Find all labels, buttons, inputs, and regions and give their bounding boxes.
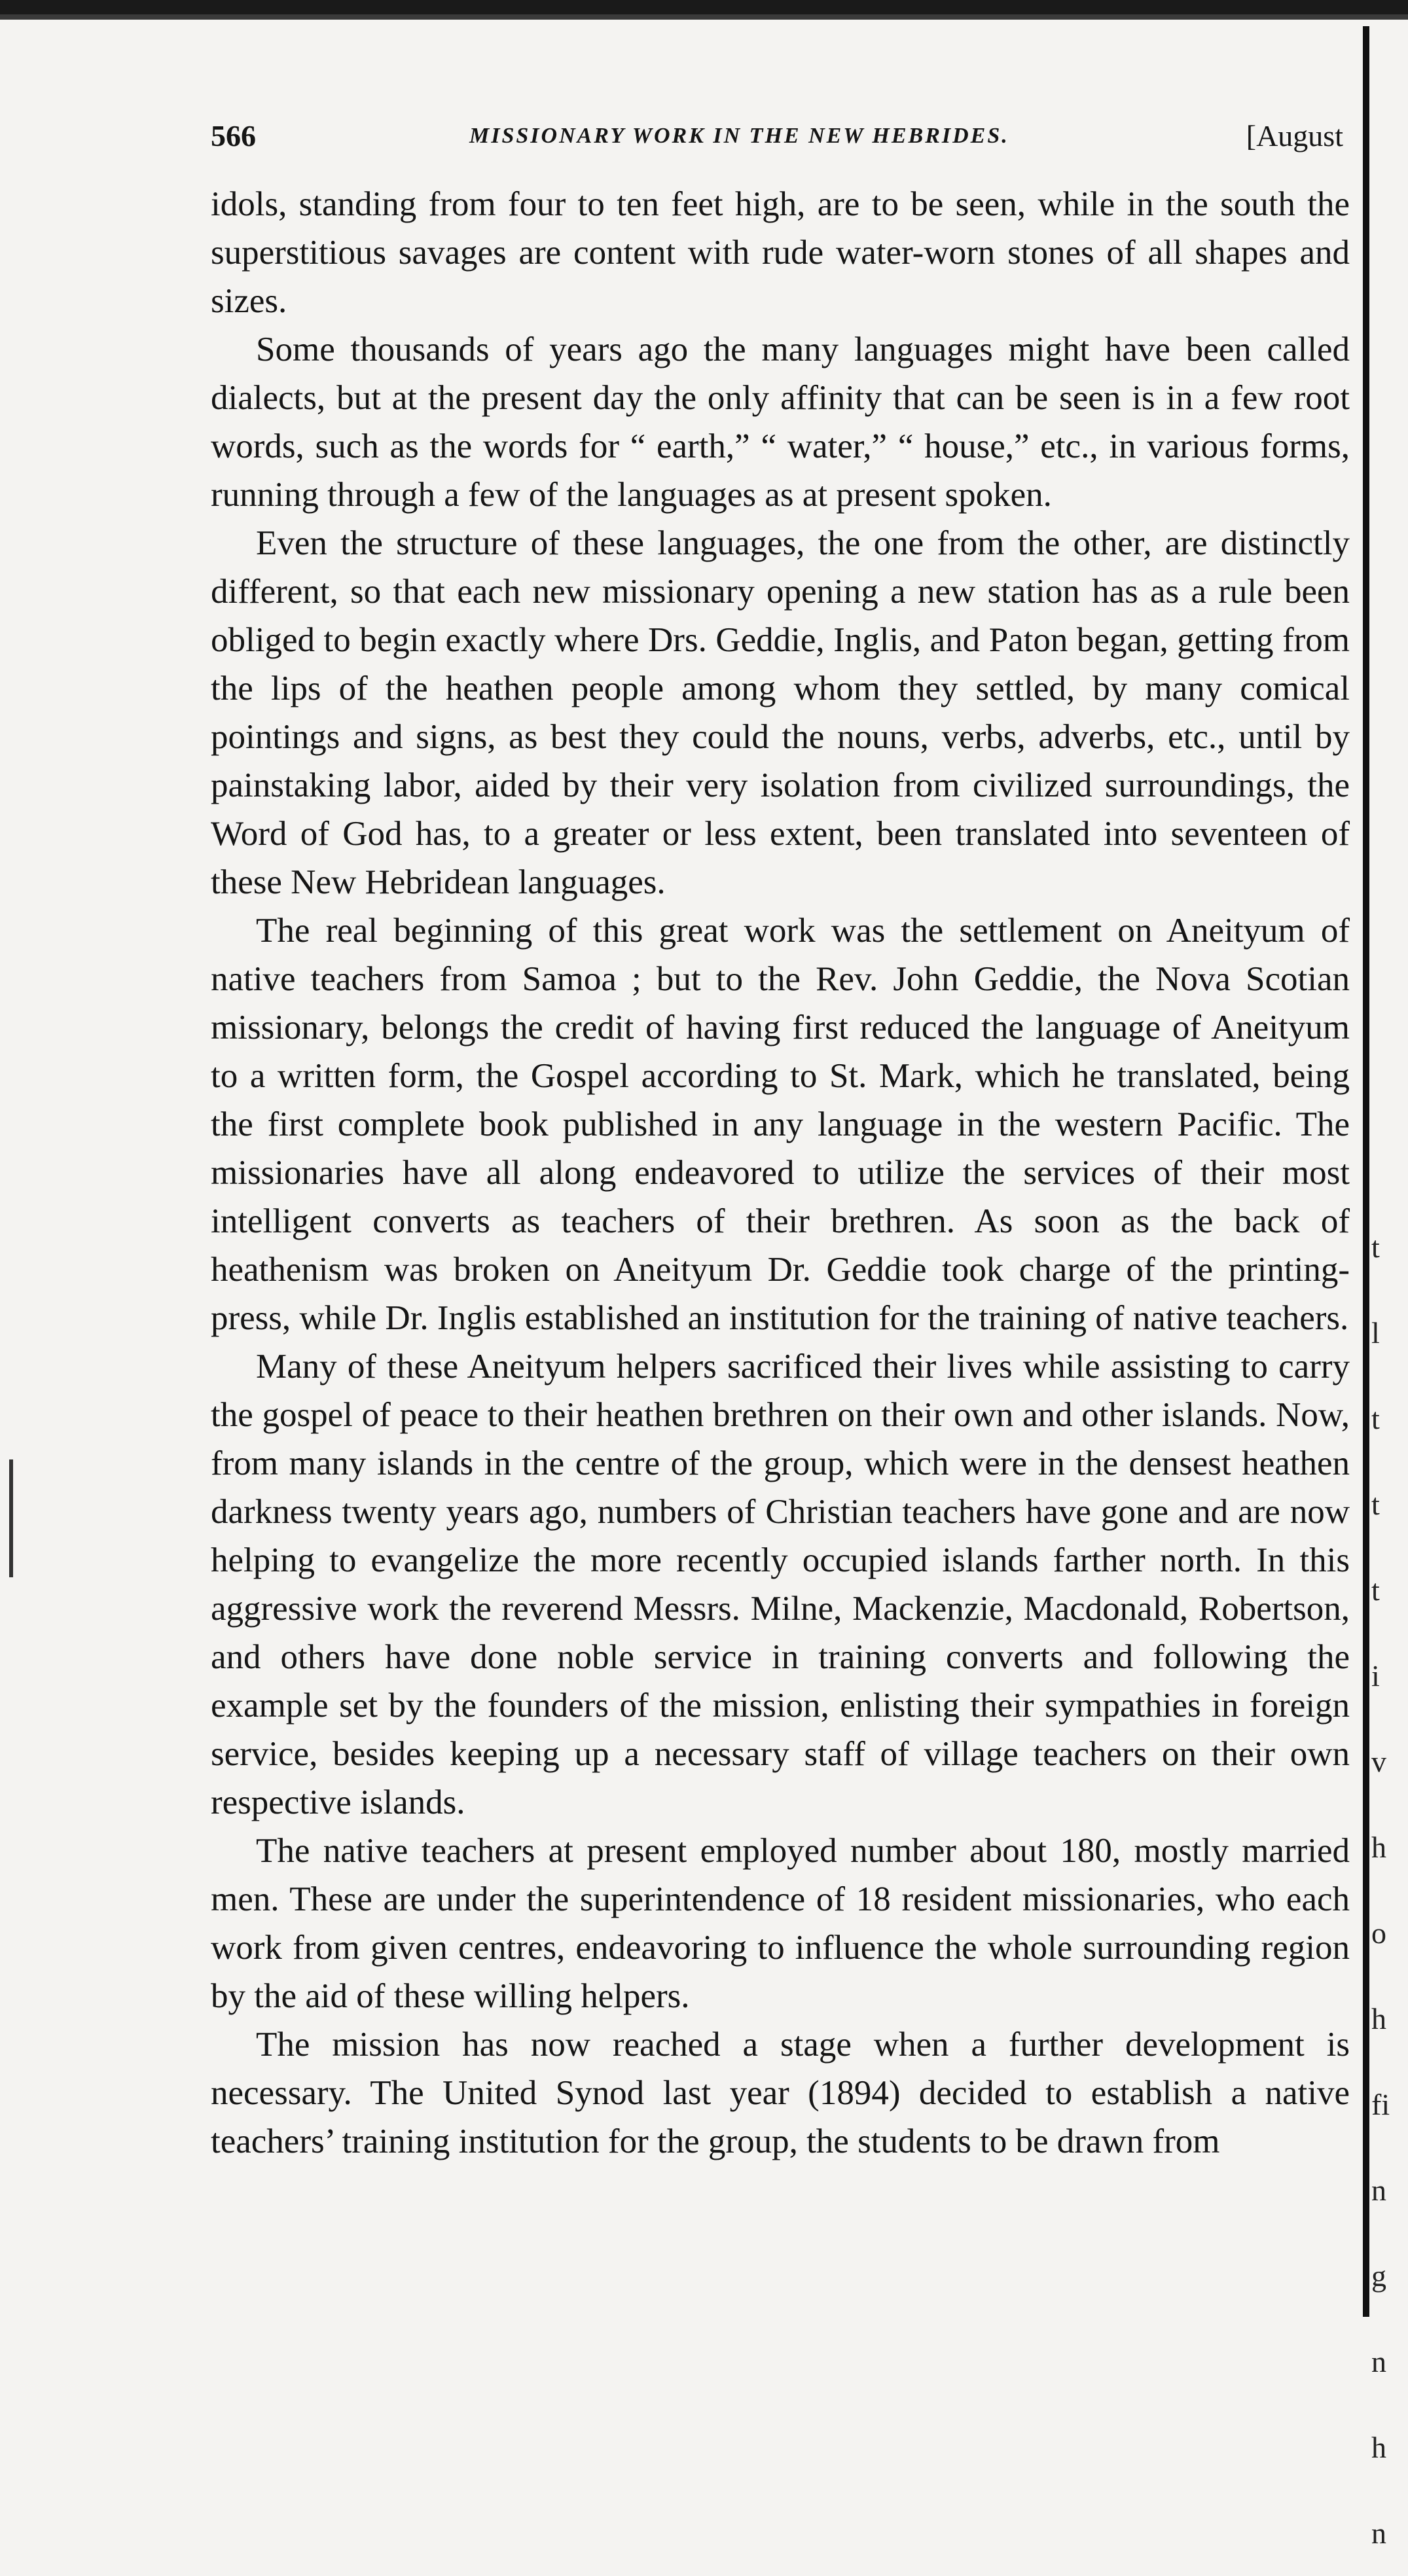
paragraph-4: The real beginning of this great work was the settlement on Aneityum of native teachers from Samoa ; but to the Rev. John Geddie, the Nova Scotian missionary, belongs the credit of having first reduced the language of Aneityum to a written form, the Gospel according to St. Mark, which he translated, being the first complete book published in any language in the western Pacific. The missionaries have all along endeavored to utilize the services of their most intelligent converts as teachers of their brethren. As soon as the back of heathenism was broken on Aneityum Dr. Geddie took charge of the printing-press, while Dr. Inglis established an institution for the training of native teachers. — [211, 912, 1350, 1337]
paragraph-3: Even the structure of these languages, the one from the other, are distinctly different, so that each new missionary opening a new station has as a rule been obliged to begin exactly where Drs. Geddie, Inglis, and Paton began, getting from the lips of the heathen people among whom they settled, by many comical pointings and signs, as best they could the nouns, verbs, adverbs, etc., until by painstaking labor, aided by their very isolation from civilized surroundings, the Word of God has, to a greater or less extent, been translated into seventeen of these New Hebridean languages. — [211, 524, 1350, 901]
margin-fragment: n — [1371, 2174, 1386, 2207]
margin-fragment: n — [1371, 2516, 1386, 2550]
margin-fragment: g — [1371, 2259, 1386, 2293]
margin-fragment: t — [1371, 1230, 1380, 1264]
margin-fragment: h — [1371, 1831, 1386, 1864]
margin-fragment: h — [1371, 2002, 1386, 2035]
paragraph-7: The mission has now reached a stage when a further development is necessary. The United Synod last year (1894) decided to establish a native teachers’ training institution for the group, the students to be drawn from — [211, 2026, 1350, 2160]
margin-fragment: o — [1371, 1916, 1386, 1950]
paragraph-1: idols, standing from four to ten feet high, are to be seen, while in the south the superstitious savages are content with rude water-worn stones of all shapes and sizes. — [211, 185, 1350, 320]
margin-fragment: t — [1371, 1402, 1380, 1435]
page-header — [211, 115, 1350, 160]
page-number: 566 — [211, 119, 256, 152]
margin-fragment: fi — [1371, 2088, 1390, 2121]
margin-fragment: h — [1371, 2431, 1386, 2464]
margin-fragment: t — [1371, 1488, 1380, 1521]
scan-top-edge — [0, 0, 1408, 26]
margin-fragment: t — [1371, 1573, 1380, 1607]
body-text — [211, 180, 1350, 2166]
facing-page-margin — [1371, 1204, 1404, 2576]
running-title: MISSIONARY WORK IN THE NEW HEBRIDES. — [469, 124, 1009, 148]
scan-left-mark — [9, 1459, 13, 1577]
paragraph-5: Many of these Aneityum helpers sacrificed their lives while assisting to carry the gospel of peace to their heathen brethren on their own and other islands. Now, from many islands in the centre of the group, which were in the densest heathen darkness twenty years ago, numbers of Christian teachers have gone and are now helping to evangelize the more recently occupied islands farther north. In this aggressive work the reverend Messrs. Milne, Mackenzie, Macdonald, Robertson, and others have done noble service in training converts and following the example set by the founders of the mission, enlisting their sympathies in foreign service, besides keeping up a necessary staff of village teachers on their own respective islands. — [211, 1348, 1350, 1821]
margin-fragment: v — [1371, 1745, 1386, 1778]
header-month: [August — [1246, 119, 1343, 152]
paragraph-6: The native teachers at present employed number about 180, mostly married men. These are under the superintendence of 18 resident missionaries, who each work from given centres, endeavoring to influence the whole surrounding region by the aid of these willing helpers. — [211, 1832, 1350, 2015]
margin-fragment: n — [1371, 2345, 1386, 2378]
margin-fragment: i — [1371, 1659, 1380, 1692]
paragraph-2: Some thousands of years ago the many languages might have been called dialects, but at the present day the only affinity that can be seen is in a few root words, such as the words for “ earth,” “ water,” “ house,” etc., in various forms, running through a few of the languages as at present spoken. — [211, 331, 1350, 514]
margin-fragment: l — [1371, 1316, 1380, 1350]
